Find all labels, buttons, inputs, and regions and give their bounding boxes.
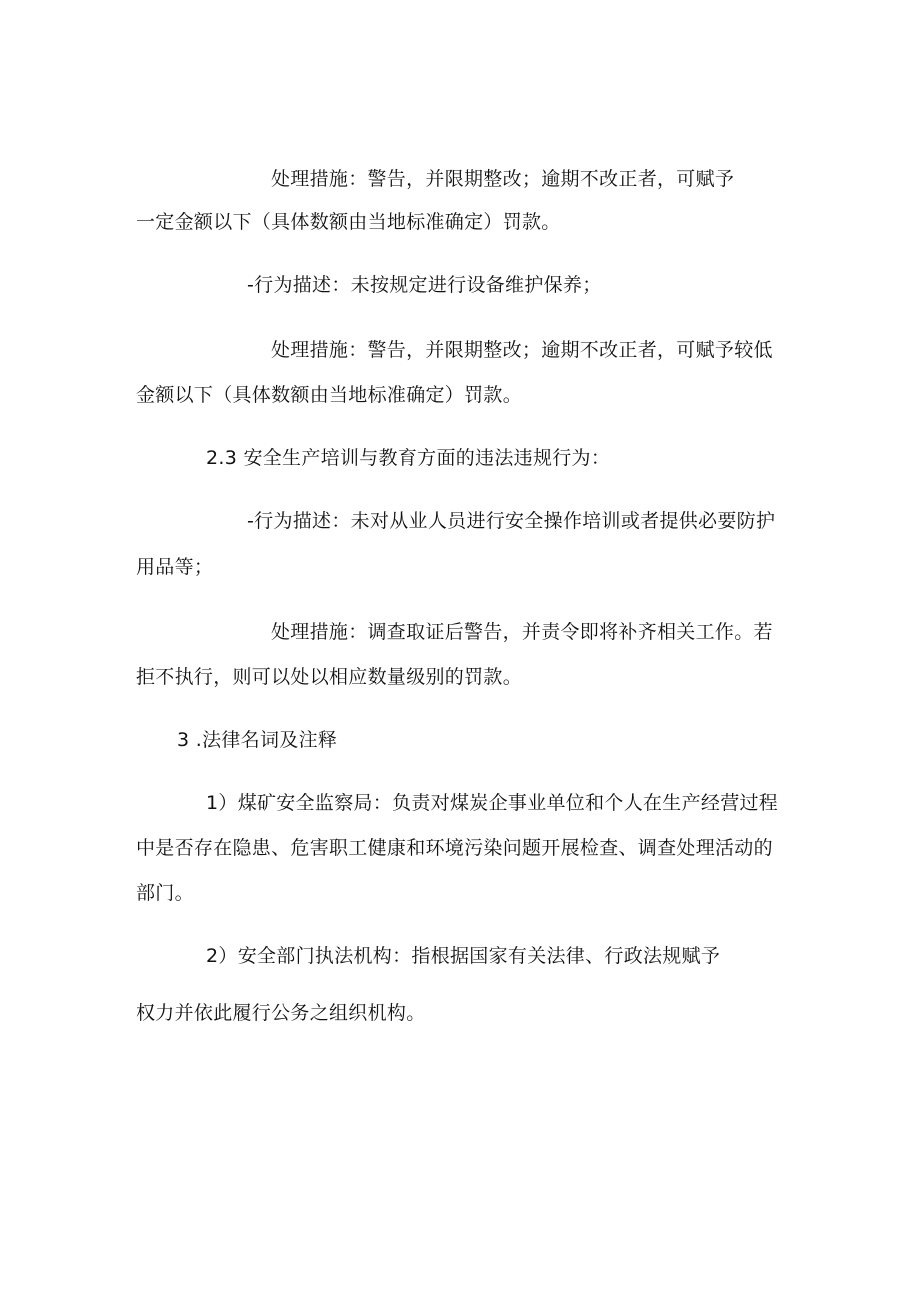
para4-line2: 用品等； [136,556,214,578]
term1-line2: 中是否存在隐患、危害职工健康和环境污染问题开展检查、调查处理活动的 [136,837,773,859]
para5-line2: 拒不执行，则可以处以相应数量级别的罚款。 [136,666,523,688]
para1-line2: 一定金额以下（具体数额由当地标准确定）罚款。 [136,211,561,233]
para4-line1: -行为描述：未对从业人员进行安全操作培训或者提供必要防护 [247,510,776,532]
term1-line1: 1）煤矿安全监察局：负责对煤炭企事业单位和个人在生产经营过程 [206,792,779,814]
para2-line1: -行为描述：未按规定进行设备维护保养； [247,274,602,296]
para3-line1: 处理措施：警告，并限期整改；逾期不改正者，可赋予较低 [271,339,773,361]
term2-line1: 2）安全部门执法机构：指根据国家有关法律、行政法规赋予 [206,945,721,967]
para5-line1: 处理措施：调查取证后警告，并责令即将补齐相关工作。若 [271,621,773,643]
term2-line2: 权力并依此履行公务之组织机构。 [136,1002,426,1024]
para3-line2: 金额以下（具体数额由当地标准确定）罚款。 [136,384,523,406]
para1-line1: 处理措施：警告，并限期整改；逾期不改正者，可赋予 [271,168,735,190]
section-2-3-heading: 2.3 安全生产培训与教育方面的违法违规行为： [206,447,611,469]
term1-line3: 部门。 [136,882,194,904]
section-3-heading: 3 .法律名词及注释 [177,729,338,751]
